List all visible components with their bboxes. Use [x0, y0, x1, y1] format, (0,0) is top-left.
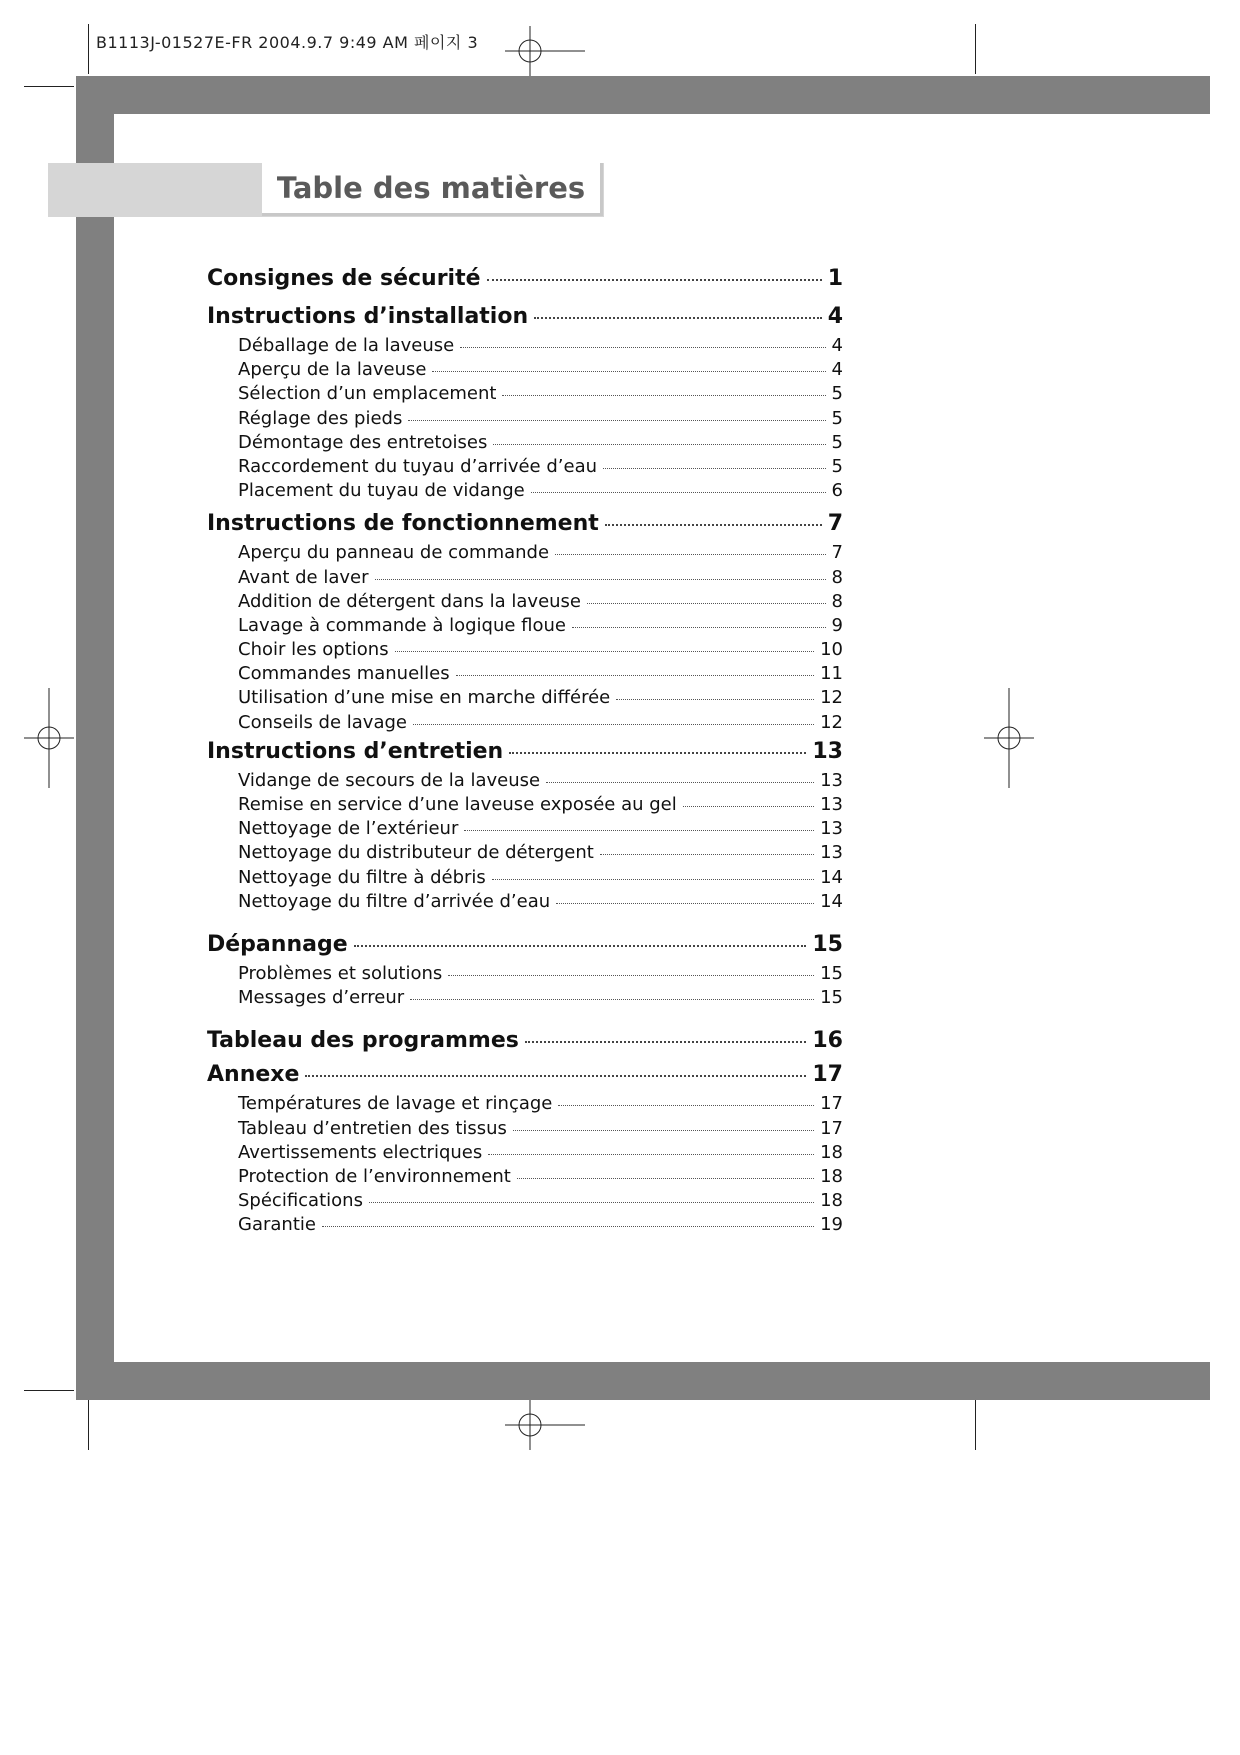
- toc-minor-entry[interactable]: [207, 590, 843, 614]
- toc-entry-page: 17: [820, 1093, 843, 1115]
- toc-major-entry[interactable]: [207, 1058, 843, 1092]
- toc-major-entry[interactable]: [207, 928, 843, 962]
- toc-entry-page: 8: [831, 566, 843, 588]
- toc-entry-label: Instructions d’entretien: [207, 738, 504, 764]
- toc-entry-page: 6: [831, 480, 843, 502]
- toc-minor-entry[interactable]: [207, 407, 843, 431]
- toc-entry-page: 13: [820, 794, 843, 815]
- toc-minor-entry[interactable]: [207, 455, 843, 479]
- toc-entry-label: Placement du tuyau de vidange: [238, 480, 525, 502]
- toc-major-entry[interactable]: [207, 262, 843, 296]
- toc-entry-page: 10: [820, 639, 843, 661]
- toc-entry-label: Conseils de lavage: [238, 711, 407, 733]
- crop-mark: [88, 1400, 89, 1450]
- toc-entry-label: Déballage de la laveuse: [238, 335, 455, 356]
- toc-minor-entry[interactable]: [207, 566, 843, 590]
- dot-leader: [493, 444, 825, 445]
- toc-entry-page: 15: [820, 987, 843, 1009]
- toc-section: [207, 735, 843, 914]
- registration-mark-icon: [505, 1400, 585, 1450]
- print-header: B1113J-01527E-FR 2004.9.7 9:49 AM 페이지 3: [96, 33, 479, 52]
- dot-leader: [513, 1130, 814, 1131]
- registration-mark-icon: [505, 26, 585, 76]
- toc-minor-entry[interactable]: [207, 479, 843, 503]
- toc-entry-page: 12: [820, 687, 843, 709]
- toc-entry-label: Températures de lavage et rinçage: [238, 1093, 553, 1115]
- toc-entry-label: Sélection d’un emplacement: [238, 383, 497, 405]
- toc-entry-page: 18: [820, 1141, 843, 1163]
- dot-leader: [448, 975, 814, 976]
- dot-leader: [369, 1202, 814, 1203]
- toc-entry-label: Instructions d’installation: [207, 304, 529, 329]
- toc-entry-label: Nettoyage du distributeur de détergent: [238, 842, 594, 864]
- toc-minor-entry[interactable]: [207, 793, 843, 817]
- crop-mark: [88, 24, 89, 74]
- toc-entry-label: Addition de détergent dans la laveuse: [238, 590, 582, 612]
- toc-entry-label: Consignes de sécurité: [207, 266, 481, 291]
- toc-section: [207, 1058, 843, 1237]
- toc-entry-label: Instructions de fonctionnement: [207, 511, 599, 537]
- toc-minor-entry[interactable]: [207, 1092, 843, 1116]
- toc-entry-page: 5: [831, 383, 843, 405]
- toc-entry-page: 13: [820, 842, 843, 864]
- frame-left-bar: [76, 76, 114, 1400]
- dot-leader: [572, 627, 826, 628]
- dot-leader: [492, 879, 814, 880]
- toc-major-entry[interactable]: [207, 507, 843, 541]
- spacer: [207, 914, 843, 928]
- toc-entry-page: 16: [812, 1028, 843, 1054]
- toc-section: [207, 262, 843, 296]
- toc-entry-label: Raccordement du tuyau d’arrivée d’eau: [238, 455, 598, 477]
- toc-entry-label: Dépannage: [207, 931, 348, 957]
- toc-entry-page: 7: [831, 542, 843, 564]
- toc-section: [207, 300, 843, 503]
- toc-entry-label: Choir les options: [238, 639, 389, 661]
- toc-entry-page: 5: [831, 431, 843, 453]
- dot-leader: [558, 1105, 814, 1106]
- toc-entry-page: 5: [831, 407, 843, 429]
- dot-leader: [413, 724, 814, 725]
- dot-leader: [556, 903, 814, 904]
- toc-minor-entry[interactable]: [207, 431, 843, 455]
- toc-minor-entry[interactable]: [207, 866, 843, 890]
- toc-minor-entry[interactable]: [207, 334, 843, 358]
- dot-leader: [408, 420, 825, 421]
- toc-minor-entry[interactable]: [207, 638, 843, 662]
- toc-minor-entry[interactable]: [207, 1117, 843, 1141]
- crop-mark: [24, 1390, 74, 1391]
- toc-entry-page: 18: [820, 1190, 843, 1212]
- toc-entry-page: 5: [831, 455, 843, 477]
- toc-entry-label: Lavage à commande à logique floue: [238, 614, 567, 636]
- dot-leader: [305, 1075, 806, 1077]
- toc-minor-entry[interactable]: [207, 890, 843, 914]
- registration-mark-icon: [984, 688, 1034, 788]
- toc-entry-page: 4: [831, 335, 843, 356]
- dot-leader: [395, 651, 815, 652]
- toc-entry-label: Vidange de secours de la laveuse: [238, 769, 541, 791]
- dot-leader: [531, 492, 826, 493]
- toc-entry-label: Messages d’erreur: [238, 987, 405, 1009]
- toc-minor-entry[interactable]: [207, 662, 843, 686]
- dot-leader: [587, 603, 826, 604]
- toc-entry-label: Nettoyage du filtre à débris: [238, 866, 486, 888]
- toc-entry-label: Protection de l’environnement: [238, 1165, 511, 1187]
- toc-minor-entry[interactable]: [207, 841, 843, 865]
- toc-section: [207, 507, 843, 735]
- toc-entry-label: Remise en service d’une laveuse exposée au gel: [238, 794, 677, 815]
- dot-leader: [502, 395, 825, 396]
- dot-leader: [322, 1226, 814, 1227]
- dot-leader: [375, 579, 826, 580]
- toc-minor-entry[interactable]: [207, 986, 843, 1010]
- toc-entry-label: Avant de laver: [238, 566, 369, 588]
- toc-entry-page: 8: [831, 590, 843, 612]
- toc-entry-page: 19: [820, 1214, 843, 1236]
- toc-entry-page: 13: [812, 738, 843, 764]
- dot-leader: [456, 675, 814, 676]
- toc-minor-entry[interactable]: [207, 1189, 843, 1213]
- toc-entry-label: Tableau des programmes: [207, 1028, 519, 1054]
- toc-entry-page: 4: [831, 359, 843, 381]
- toc-major-entry[interactable]: [207, 735, 843, 769]
- toc-major-entry[interactable]: [207, 300, 843, 334]
- toc-entry-page: 13: [820, 818, 843, 840]
- dot-leader: [616, 699, 814, 700]
- dot-leader: [534, 317, 822, 319]
- toc-minor-entry[interactable]: [207, 686, 843, 710]
- toc-entry-page: 14: [820, 866, 843, 888]
- page-title: Table des matières: [262, 163, 603, 216]
- dot-leader: [683, 806, 814, 807]
- dot-leader: [460, 347, 825, 348]
- dot-leader: [487, 279, 822, 281]
- spacer: [207, 1010, 843, 1024]
- toc-minor-entry[interactable]: [207, 711, 843, 735]
- dot-leader: [464, 830, 814, 831]
- toc-minor-entry[interactable]: [207, 1165, 843, 1189]
- toc-entry-page: 17: [820, 1117, 843, 1139]
- toc-section: [207, 928, 843, 1010]
- toc-entry-page: 15: [812, 931, 843, 957]
- toc-entry-label: Spécifications: [238, 1190, 363, 1212]
- dot-leader: [603, 468, 826, 469]
- registration-mark-icon: [24, 688, 74, 788]
- dot-leader: [488, 1154, 814, 1155]
- toc-entry-label: Aperçu de la laveuse: [238, 359, 427, 381]
- toc-entry-label: Démontage des entretoises: [238, 431, 488, 453]
- toc-minor-entry[interactable]: [207, 541, 843, 565]
- toc-entry-label: Annexe: [207, 1062, 300, 1088]
- toc-minor-entry[interactable]: [207, 962, 843, 986]
- frame-bottom-bar: [76, 1362, 1210, 1400]
- toc-entry-page: 14: [820, 890, 843, 912]
- toc-entry-label: Nettoyage de l’extérieur: [238, 818, 459, 840]
- toc-section: [207, 1024, 843, 1058]
- dot-leader: [555, 554, 826, 555]
- dot-leader: [410, 999, 814, 1000]
- toc-minor-entry[interactable]: [207, 1213, 843, 1237]
- dot-leader: [546, 782, 814, 783]
- toc-entry-page: 13: [820, 769, 843, 791]
- toc-entry-page: 1: [827, 266, 843, 291]
- toc-entry-page: 4: [827, 304, 843, 329]
- toc-minor-entry[interactable]: [207, 1141, 843, 1165]
- toc-entry-label: Avertissements electriques: [238, 1141, 483, 1163]
- dot-leader: [605, 524, 822, 526]
- crop-mark: [975, 1400, 976, 1450]
- toc-entry-label: Utilisation d’une mise en marche différée: [238, 687, 611, 709]
- toc-entry-label: Nettoyage du filtre d’arrivée d’eau: [238, 890, 551, 912]
- toc-entry-page: 12: [820, 711, 843, 733]
- dot-leader: [525, 1041, 807, 1043]
- toc-entry-label: Aperçu du panneau de commande: [238, 542, 550, 564]
- toc-minor-entry[interactable]: [207, 382, 843, 406]
- dot-leader: [354, 945, 807, 947]
- toc-entry-label: Réglage des pieds: [238, 407, 403, 429]
- frame-top-bar: [76, 76, 1210, 114]
- toc-entry-page: 15: [820, 962, 843, 984]
- toc-major-entry[interactable]: [207, 1024, 843, 1058]
- toc-entry-label: Tableau d’entretien des tissus: [238, 1117, 507, 1139]
- toc-minor-entry[interactable]: [207, 358, 843, 382]
- toc-entry-label: Problèmes et solutions: [238, 962, 443, 984]
- dot-leader: [509, 752, 806, 754]
- toc-entry-label: Commandes manuelles: [238, 663, 450, 685]
- toc-minor-entry[interactable]: [207, 817, 843, 841]
- toc-minor-entry[interactable]: [207, 614, 843, 638]
- toc-entry-page: 11: [820, 663, 843, 685]
- table-of-contents: [207, 262, 843, 1237]
- dot-leader: [432, 371, 825, 372]
- toc-entry-page: 7: [827, 511, 843, 537]
- toc-entry-page: 18: [820, 1165, 843, 1187]
- crop-mark: [975, 24, 976, 74]
- toc-entry-page: 9: [831, 614, 843, 636]
- toc-minor-entry[interactable]: [207, 769, 843, 793]
- dot-leader: [517, 1178, 814, 1179]
- dot-leader: [600, 854, 814, 855]
- toc-entry-label: Garantie: [238, 1214, 316, 1236]
- crop-mark: [24, 86, 74, 87]
- toc-entry-page: 17: [812, 1062, 843, 1088]
